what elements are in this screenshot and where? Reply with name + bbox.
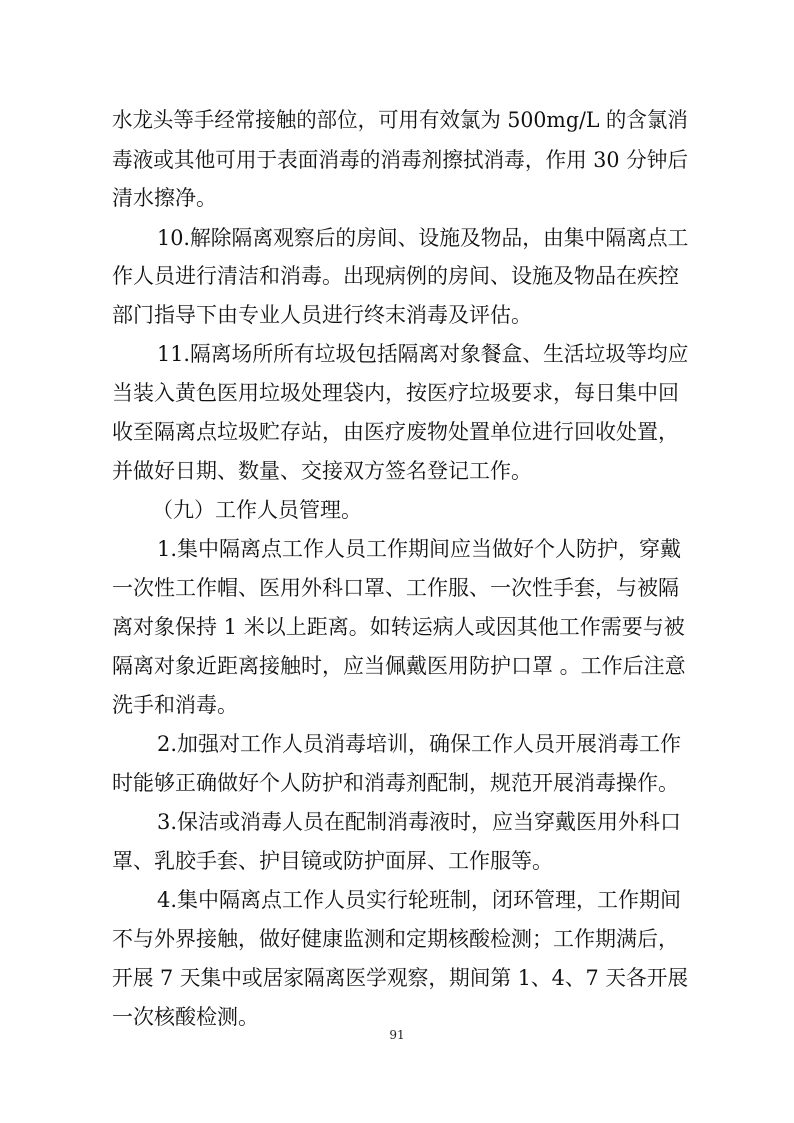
text-line: 离对象保持 1 米以上距离。如转运病人或因其他工作需要与被 — [112, 615, 685, 639]
text-line: 清水擦净。 — [112, 186, 217, 210]
text-line: 收至隔离点垃圾贮存站，由医疗废物处置单位进行回收处置， — [112, 420, 679, 444]
text-line: 罩、乳胶手套、护目镜或防护面屏、工作服等。 — [112, 849, 553, 873]
text-line: 10.解除隔离观察后的房间、设施及物品，由集中隔离点工 — [157, 226, 689, 250]
text-line: 2.加强对工作人员消毒培训，确保工作人员开展消毒工作 — [157, 732, 682, 756]
text-line: 并做好日期、数量、交接双方签名登记工作。 — [112, 459, 532, 483]
text-line: 毒液或其他可用于表面消毒的消毒剂擦拭消毒，作用 30 分钟后 — [112, 148, 689, 172]
section-heading: （九）工作人员管理。 — [152, 498, 362, 522]
text-line: 一次性工作帽、医用外科口罩、工作服、一次性手套，与被隔 — [112, 576, 679, 600]
text-line: 3.保洁或消毒人员在配制消毒液时，应当穿戴医用外科口 — [157, 810, 682, 834]
text-line: 当装入黄色医用垃圾处理袋内，按医疗垃圾要求，每日集中回 — [112, 381, 679, 405]
text-line: 11.隔离场所所有垃圾包括隔离对象餐盒、生活垃圾等均应 — [157, 342, 689, 366]
text-line: 隔离对象近距离接触时，应当佩戴医用防护口罩 。工作后注意 — [112, 654, 686, 678]
text-line: 1.集中隔离点工作人员工作期间应当做好个人防护，穿戴 — [157, 537, 682, 561]
text-line: 开展 7 天集中或居家隔离医学观察，期间第 1、4、7 天各开展 — [112, 966, 689, 990]
page-number: 91 — [389, 1028, 405, 1042]
text-line: 水龙头等手经常接触的部位，可用有效氯为 500mg/L 的含氯消 — [112, 108, 688, 132]
text-line: 一次核酸检测。 — [112, 1005, 259, 1029]
text-line: 洗手和消毒。 — [112, 693, 238, 717]
text-line: 部门指导下由专业人员进行终末消毒及评估。 — [112, 303, 532, 327]
text-line: 4.集中隔离点工作人员实行轮班制，闭环管理，工作期间 — [157, 888, 682, 912]
text-line: 时能够正确做好个人防护和消毒剂配制，规范开展消毒操作。 — [112, 771, 679, 795]
text-line: 不与外界接触，做好健康监测和定期核酸检测；工作期满后， — [112, 927, 679, 951]
text-line: 作人员进行清洁和消毒。出现病例的房间、设施及物品在疾控 — [112, 264, 679, 288]
